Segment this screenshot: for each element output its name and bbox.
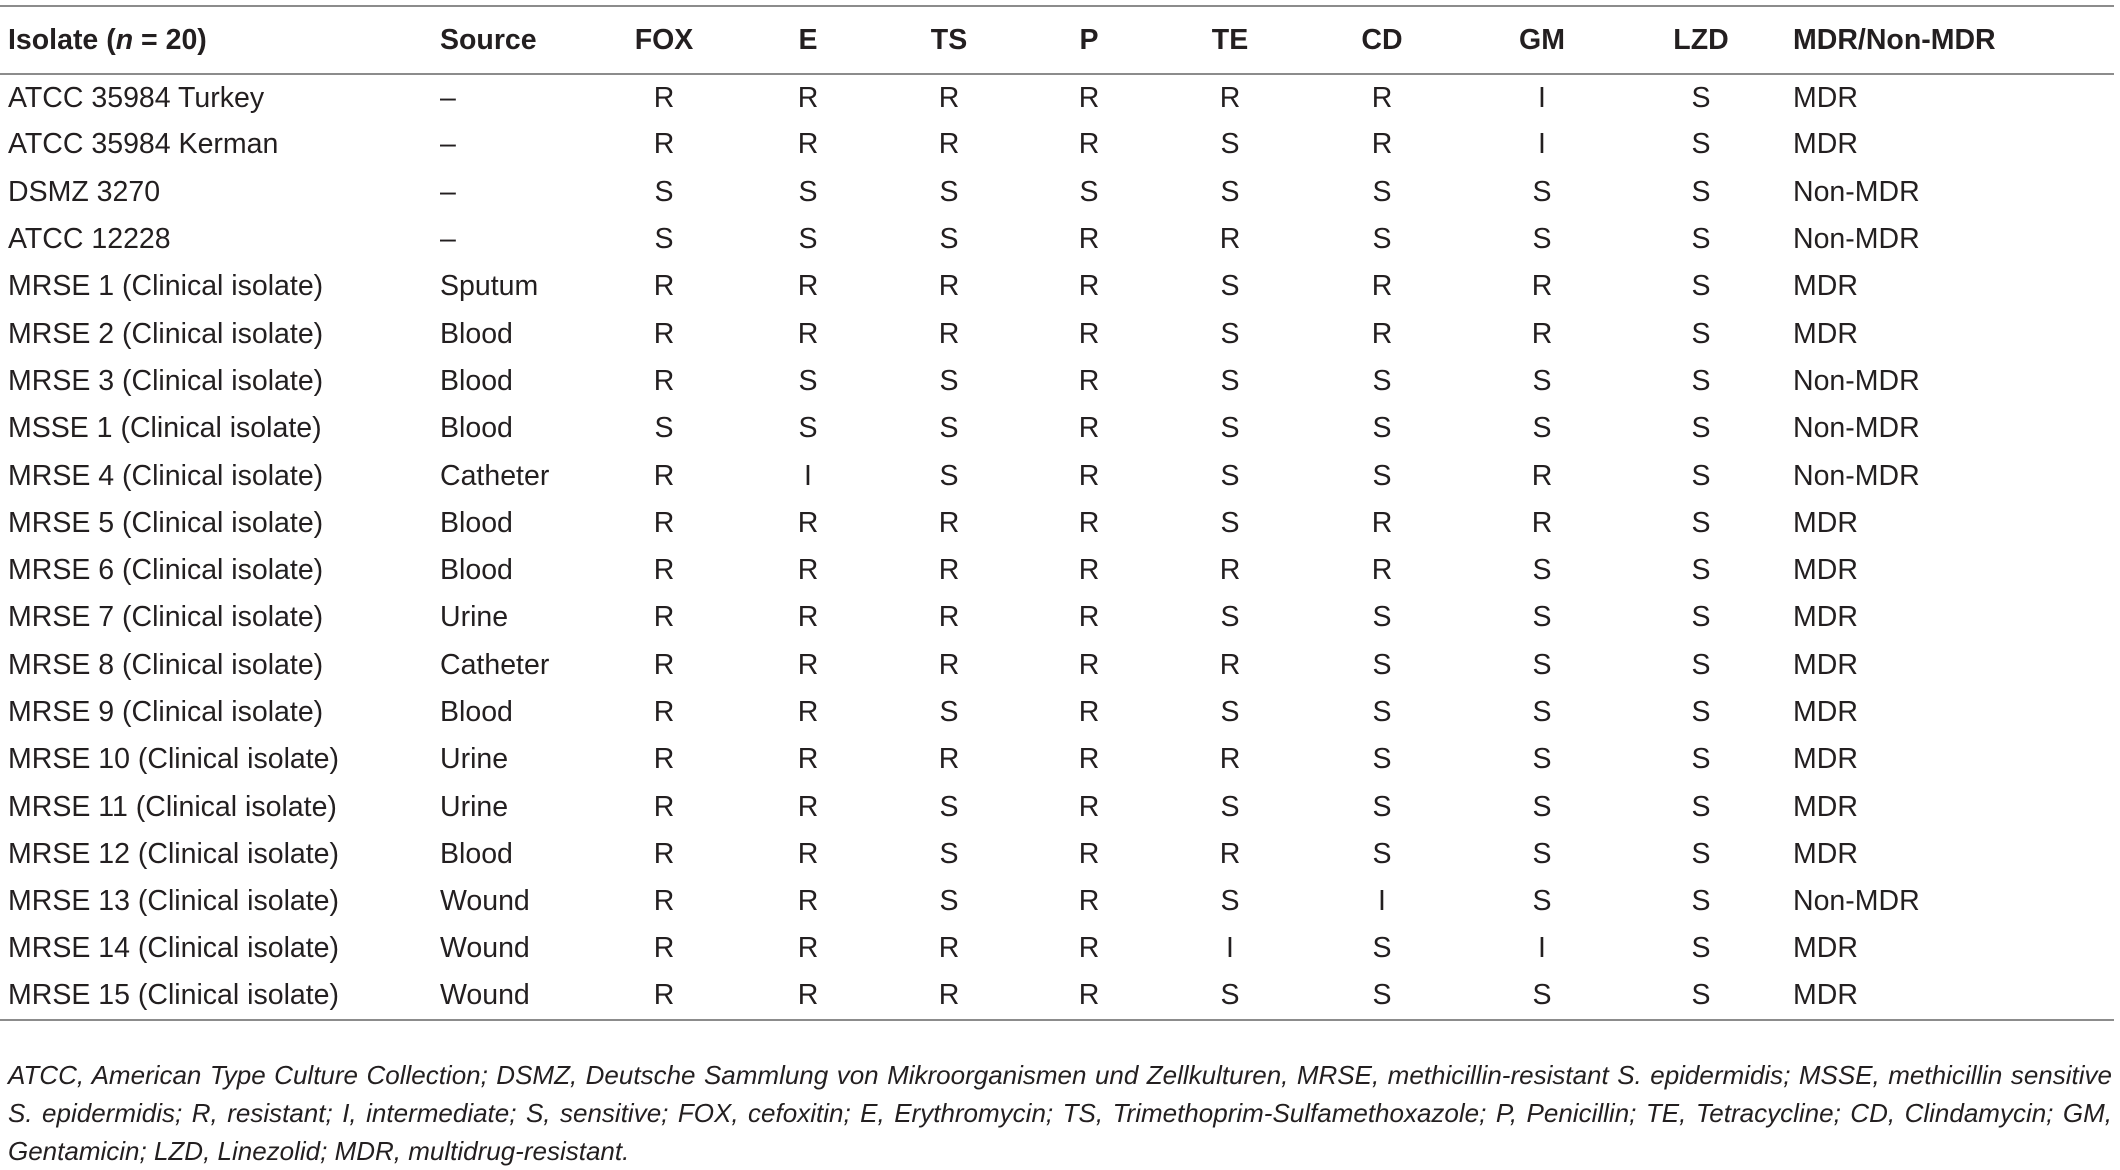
cell-cd: R (1371, 81, 1393, 114)
header-isolate (0, 6, 440, 74)
cell-gm: S (1532, 696, 1552, 728)
cell-te: R (1219, 554, 1241, 587)
cell-lzd: S (1691, 837, 1711, 870)
table-row (0, 783, 2114, 830)
table-body (0, 74, 2114, 1020)
cell-gm: S (1532, 223, 1552, 256)
cell-ts: R (938, 506, 960, 539)
cell-ts: R (938, 601, 960, 634)
cell-lzd: S (1691, 128, 1711, 161)
cell-source: Catheter (440, 648, 550, 681)
cell-ts: S (939, 837, 959, 870)
cell-fox: R (653, 932, 675, 965)
cell-isolate: MRSE 11 (Clinical isolate) (8, 790, 337, 823)
cell-mdr: Non-MDR (1793, 459, 1920, 492)
cell-e: S (798, 223, 818, 256)
cell-lzd: S (1691, 412, 1711, 445)
cell-p: R (1078, 128, 1100, 161)
cell-ts: R (938, 317, 960, 350)
header-isolate-suffix: = 20) (133, 23, 207, 56)
cell-e: R (797, 506, 819, 539)
header-mdr: MDR/Non-MDR (1793, 23, 1996, 56)
cell-ts: R (938, 743, 960, 776)
cell-gm: S (1532, 837, 1552, 870)
cell-lzd: S (1691, 790, 1711, 823)
cell-p: R (1078, 412, 1100, 445)
cell-cd: R (1371, 317, 1393, 350)
table-row (0, 216, 2114, 263)
cell-ts: R (938, 128, 960, 161)
header-source: Source (440, 23, 537, 56)
cell-p: R (1078, 554, 1100, 587)
cell-lzd: S (1691, 317, 1711, 350)
header-row (0, 6, 2114, 74)
cell-gm: I (1538, 128, 1546, 161)
cell-mdr: MDR (1793, 932, 1858, 965)
cell-ts: S (939, 364, 959, 397)
cell-cd: R (1371, 270, 1393, 303)
cell-fox: R (653, 885, 675, 918)
table-row (0, 973, 2114, 1020)
cell-e: R (797, 790, 819, 823)
header-isolate-n: n (115, 23, 134, 56)
table-row (0, 547, 2114, 594)
cell-isolate: MSSE 1 (Clinical isolate) (8, 412, 322, 445)
cell-isolate: MRSE 4 (Clinical isolate) (8, 459, 324, 492)
cell-cd: S (1372, 412, 1392, 445)
cell-te: S (1220, 506, 1240, 539)
cell-e: R (797, 601, 819, 634)
cell-gm: I (1538, 81, 1546, 114)
cell-source: Blood (440, 837, 513, 870)
cell-isolate: MRSE 12 (Clinical isolate) (8, 837, 340, 870)
cell-gm: S (1532, 175, 1552, 208)
cell-gm: R (1531, 270, 1553, 303)
cell-cd: S (1372, 459, 1392, 492)
cell-p: R (1078, 364, 1100, 397)
header-gm: GM (1519, 23, 1565, 56)
cell-mdr: MDR (1793, 837, 1858, 870)
cell-lzd: S (1691, 601, 1711, 634)
cell-te: S (1220, 364, 1240, 397)
table-footnote: ATCC, American Type Culture Collection; DSMZ, Deutsche Sammlung von Mikroorganismen und Zellkulturen, MRSE, methicillin-resistant S. epidermidis; MSSE, methicillin sensitive S. epidermidis; R, resistant; I, intermediate; S, sensitive; FOX, cefoxitin; E, Erythromycin; TS, Trimethoprim-Sulfamethoxazole; P, Penicillin; TE, Tetracycline; CD, Clindamycin; GM, Gentamicin; LZD, Linezolid; MDR, multidrug-resistant. (8, 1060, 2113, 1166)
cell-source: – (440, 175, 456, 208)
cell-e: R (797, 696, 819, 728)
cell-lzd: S (1691, 696, 1711, 728)
cell-isolate: MRSE 10 (Clinical isolate) (8, 743, 340, 776)
cell-mdr: Non-MDR (1793, 175, 1920, 208)
cell-source: Urine (440, 601, 509, 634)
cell-source: Blood (440, 696, 513, 728)
cell-gm: S (1532, 601, 1552, 634)
cell-lzd: S (1691, 364, 1711, 397)
cell-e: R (797, 885, 819, 918)
table-row (0, 169, 2114, 216)
cell-te: S (1220, 175, 1240, 208)
cell-e: S (798, 175, 818, 208)
susceptibility-table (0, 5, 2114, 1021)
cell-p: S (1079, 175, 1099, 208)
cell-cd: R (1371, 554, 1393, 587)
cell-te: S (1220, 128, 1240, 161)
cell-cd: I (1378, 885, 1386, 918)
cell-cd: S (1372, 364, 1392, 397)
cell-fox: R (653, 790, 675, 823)
cell-e: R (797, 128, 819, 161)
cell-mdr: MDR (1793, 81, 1858, 114)
header-isolate-prefix: Isolate ( (8, 23, 116, 56)
cell-cd: S (1372, 743, 1392, 776)
cell-gm: S (1532, 412, 1552, 445)
cell-cd: S (1372, 601, 1392, 634)
cell-source: Wound (440, 932, 530, 965)
cell-cd: S (1372, 837, 1392, 870)
cell-gm: I (1538, 932, 1546, 965)
table-row (0, 925, 2114, 972)
table-header (0, 6, 2114, 74)
cell-p: R (1078, 459, 1100, 492)
cell-mdr: MDR (1793, 270, 1858, 303)
cell-lzd: S (1691, 743, 1711, 776)
cell-te: S (1220, 412, 1240, 445)
cell-mdr: MDR (1793, 648, 1858, 681)
cell-isolate: MRSE 5 (Clinical isolate) (8, 506, 324, 539)
header-fox: FOX (634, 23, 694, 56)
cell-isolate: MRSE 1 (Clinical isolate) (8, 270, 324, 303)
cell-ts: S (939, 175, 959, 208)
cell-fox: R (653, 648, 675, 681)
cell-mdr: MDR (1793, 696, 1858, 728)
cell-isolate: MRSE 8 (Clinical isolate) (8, 648, 324, 681)
species-name: S. epidermidis (1617, 1060, 1784, 1090)
cell-p: R (1078, 790, 1100, 823)
cell-p: R (1015, 973, 1163, 1020)
cell-e: I (804, 459, 812, 492)
cell-cd: S (1297, 973, 1467, 1020)
cell-lzd: S (1691, 81, 1711, 114)
cell-p: R (1078, 696, 1100, 728)
cell-te: S (1220, 885, 1240, 918)
table-row (0, 736, 2114, 783)
cell-source: Sputum (440, 270, 539, 303)
cell-p: R (1078, 885, 1100, 918)
cell-isolate: MRSE 9 (Clinical isolate) (8, 696, 324, 728)
cell-cd: R (1371, 506, 1393, 539)
table-row (0, 831, 2114, 878)
cell-fox: R (653, 364, 675, 397)
cell-e: R (797, 932, 819, 965)
cell-mdr: MDR (1793, 790, 1858, 823)
cell-gm: S (1467, 973, 1617, 1020)
cell-te: S (1220, 696, 1240, 728)
cell-ts: S (939, 412, 959, 445)
cell-source: Blood (440, 364, 513, 397)
cell-gm: S (1532, 554, 1552, 587)
cell-p: R (1078, 837, 1100, 870)
cell-source: – (440, 223, 456, 256)
cell-source: Wound (440, 885, 530, 918)
cell-p: R (1078, 223, 1100, 256)
cell-ts: S (939, 459, 959, 492)
cell-fox: R (653, 837, 675, 870)
cell-te: R (1219, 837, 1241, 870)
cell-gm: S (1532, 790, 1552, 823)
cell-lzd: S (1691, 554, 1711, 587)
cell-e: R (797, 554, 819, 587)
cell-cd: S (1372, 175, 1392, 208)
cell-source: Blood (440, 554, 513, 587)
cell-isolate: MRSE 15 (Clinical isolate) (0, 973, 440, 1020)
cell-lzd: S (1691, 932, 1711, 965)
cell-source: Blood (440, 317, 513, 350)
cell-gm: R (1531, 506, 1553, 539)
table-row (0, 121, 2114, 168)
cell-source: Wound (440, 973, 595, 1020)
cell-e: R (797, 837, 819, 870)
cell-lzd: S (1691, 459, 1711, 492)
cell-mdr: MDR (1785, 973, 2114, 1020)
cell-isolate: MRSE 13 (Clinical isolate) (8, 885, 340, 918)
cell-p: R (1078, 506, 1100, 539)
cell-e: R (733, 973, 883, 1020)
header-ts: TS (930, 23, 968, 56)
cell-ts: R (938, 932, 960, 965)
cell-fox: S (654, 175, 674, 208)
cell-te: S (1220, 459, 1240, 492)
cell-e: R (797, 81, 819, 114)
cell-lzd: S (1691, 648, 1711, 681)
cell-e: S (798, 412, 818, 445)
cell-te: R (1219, 81, 1241, 114)
cell-mdr: Non-MDR (1793, 364, 1920, 397)
cell-fox: S (654, 412, 674, 445)
cell-gm: S (1532, 648, 1552, 681)
cell-source: Urine (440, 790, 509, 823)
cell-cd: S (1372, 932, 1392, 965)
cell-isolate: MRSE 2 (Clinical isolate) (8, 317, 324, 350)
cell-te: S (1220, 601, 1240, 634)
cell-mdr: MDR (1793, 601, 1858, 634)
cell-lzd: S (1691, 175, 1711, 208)
cell-source: – (440, 128, 456, 161)
cell-fox: R (653, 554, 675, 587)
cell-p: R (1078, 743, 1100, 776)
cell-ts: R (938, 270, 960, 303)
cell-te: R (1219, 223, 1241, 256)
header-te: TE (1211, 23, 1249, 56)
cell-fox: R (653, 601, 675, 634)
header-e: E (798, 23, 818, 56)
cell-lzd: S (1691, 506, 1711, 539)
cell-p: R (1078, 932, 1100, 965)
cell-e: R (797, 317, 819, 350)
cell-fox: R (595, 973, 733, 1020)
cell-te: R (1219, 743, 1241, 776)
cell-ts: S (939, 223, 959, 256)
table-row (0, 878, 2114, 925)
table-row (0, 689, 2114, 736)
cell-cd: S (1372, 696, 1392, 728)
species-name: S. epidermidis (8, 1098, 176, 1128)
cell-cd: R (1371, 128, 1393, 161)
cell-p: R (1078, 648, 1100, 681)
table-row (0, 74, 2114, 121)
table-row (0, 642, 2114, 689)
cell-mdr: MDR (1793, 554, 1858, 587)
cell-cd: S (1372, 223, 1392, 256)
cell-p: R (1078, 601, 1100, 634)
cell-te: S (1163, 973, 1297, 1020)
cell-lzd: S (1617, 973, 1785, 1020)
table-row (0, 405, 2114, 452)
cell-fox: R (653, 696, 675, 728)
cell-ts: R (883, 973, 1015, 1020)
cell-source: Blood (440, 412, 513, 445)
cell-e: R (797, 648, 819, 681)
cell-mdr: MDR (1793, 128, 1858, 161)
cell-e: R (797, 743, 819, 776)
cell-isolate: MRSE 14 (Clinical isolate) (8, 932, 340, 965)
cell-p: R (1078, 81, 1100, 114)
header-lzd: LZD (1673, 23, 1729, 56)
cell-te: S (1220, 317, 1240, 350)
cell-te: I (1226, 932, 1234, 965)
cell-source: Catheter (440, 459, 550, 492)
table-row (0, 310, 2114, 357)
cell-fox: S (654, 223, 674, 256)
cell-ts: R (938, 554, 960, 587)
cell-p: R (1078, 317, 1100, 350)
cell-gm: R (1531, 317, 1553, 350)
table-row (0, 452, 2114, 499)
cell-fox: R (653, 270, 675, 303)
cell-te: S (1220, 790, 1240, 823)
cell-mdr: MDR (1793, 317, 1858, 350)
table-row (0, 263, 2114, 310)
cell-isolate: ATCC 35984 Turkey (8, 81, 265, 114)
cell-mdr: MDR (1793, 506, 1858, 539)
cell-isolate: MRSE 6 (Clinical isolate) (8, 554, 324, 587)
table-row (0, 358, 2114, 405)
cell-mdr: MDR (1793, 743, 1858, 776)
cell-lzd: S (1691, 885, 1711, 918)
cell-fox: R (653, 128, 675, 161)
cell-fox: R (653, 459, 675, 492)
cell-gm: R (1531, 459, 1553, 492)
cell-e: S (798, 364, 818, 397)
cell-ts: R (938, 81, 960, 114)
table-row (0, 594, 2114, 641)
cell-mdr: Non-MDR (1793, 412, 1920, 445)
cell-cd: S (1372, 790, 1392, 823)
cell-te: S (1220, 270, 1240, 303)
cell-fox: R (653, 81, 675, 114)
cell-e: R (797, 270, 819, 303)
cell-fox: R (653, 506, 675, 539)
header-p: P (1079, 23, 1099, 56)
cell-cd: S (1372, 648, 1392, 681)
cell-lzd: S (1691, 270, 1711, 303)
cell-te: R (1219, 648, 1241, 681)
cell-p: R (1078, 270, 1100, 303)
cell-ts: S (939, 696, 959, 728)
cell-source: – (440, 81, 456, 114)
cell-gm: S (1532, 743, 1552, 776)
cell-isolate: ATCC 35984 Kerman (8, 128, 279, 161)
cell-lzd: S (1691, 223, 1711, 256)
cell-gm: S (1532, 364, 1552, 397)
cell-source: Urine (440, 743, 509, 776)
cell-isolate: ATCC 12228 (8, 223, 171, 256)
cell-isolate: MRSE 3 (Clinical isolate) (8, 364, 324, 397)
table-row (0, 500, 2114, 547)
cell-fox: R (653, 743, 675, 776)
cell-source: Blood (440, 506, 513, 539)
header-cd: CD (1361, 23, 1403, 56)
cell-mdr: Non-MDR (1793, 885, 1920, 918)
cell-ts: S (939, 790, 959, 823)
cell-isolate: MRSE 7 (Clinical isolate) (8, 601, 324, 634)
cell-ts: R (938, 648, 960, 681)
cell-isolate: DSMZ 3270 (8, 175, 161, 208)
cell-ts: S (939, 885, 959, 918)
cell-fox: R (653, 317, 675, 350)
cell-mdr: Non-MDR (1793, 223, 1920, 256)
cell-gm: S (1532, 885, 1552, 918)
